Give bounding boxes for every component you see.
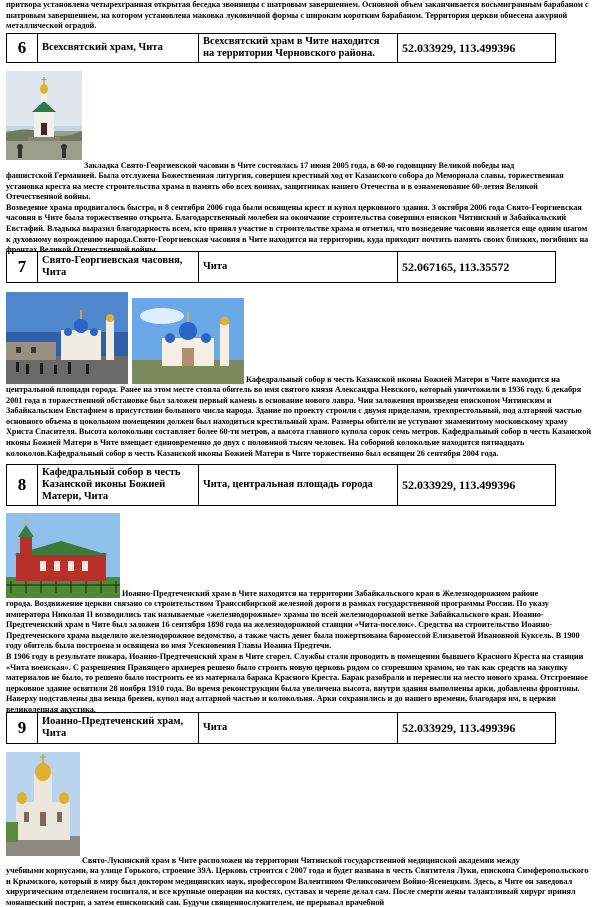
kazan-cathedral-photo-2 — [132, 298, 244, 384]
luka-lead: Свято-Лукинский храм в Чите расположен на территории Читинской государственной медицинской академии между — [82, 856, 520, 865]
table-row — [6, 33, 556, 63]
row-name: Кафедральный собор в честь Казанской иконы Божией Матери, Чита — [38, 465, 199, 506]
row-number: 9 — [7, 713, 38, 744]
luka-church-photo — [6, 752, 80, 856]
kazan-paragraph: центральной площади города. Ранее на этом месте стояла обитель во имя святого князя Александра Невского, который уничтожили в 1936 году. 6 декабря 2001 года в торжественной обстановке был заложен первый камень в основание нового лавра. Чин заложения произведен епископом Читинским и Забайкальским Евстафием в присутствии большого числа народа. Здание по проекту строили с двумя приделами, трехпрестольный, под алтарной частью основного объема в цокольном помещении должен был находиться крестильный храм. Размеры обители не уступают знаменитому московскому храму Христа Спасителя. Высота колокольни составляет более 60-ти метров, а высота главного купола сорок семь метров. Кафедральный собор в честь Казанской иконы Божией Матери в Чите вмещает единовременно до двух с половиной тысяч человек. На соборной колокольне находится пятнадцать колоколов.Кафедральный собор в честь Казанской иконы Божией Матери в Чите торжественно был освящен 26 сентября 2004 года. — [6, 385, 592, 458]
luka-paragraph: учебными корпусами, на улице Горького, строение 39А. Церковь строится с 2007 года и будет названа в честь Святителя Луки, епископа Симферопольского и Крымского, который в миру был доктором медицинских наук, профессором Валентином Феликсовичем Войно-Ясенецким. Здесь, в Чите он заведовал хирургическим отделением госпиталя, и все крупные операции на костях, суставах и черепе делал сам. После смерти жены талантливый хирург принял монашеский постриг, а затем епископский сан. Будучи священнослужителем, не прерывал врачебной — [6, 866, 589, 907]
ioann-paragraph: города. Воздвижение церкви связано со строительством Транссибирской железной дороги в рамках государственной программы России. По указу императора Николая II возводились так называемые «железнодорожные» храмы по всей железнодорожной ветке Забайкальского края. Иоанно-Предтеченский храм в Чите был заложен 16 сентября 1898 года на железнодорожной станции «Чита-поселок». Средства на строительство Иоанно-Предтеченского храма выделило железнодорожное ведомство, а также часть денег была пожертвована баронессой Елизаветой Ивановной Куксель. В 1900 году обитель была построена и освящена во имя Усекновения Главы Иоанна Предтечи. В 1906 году в результате пожара, Иоанно-Предтеченский храм в Чите сгорел. Службы стали проводить в помещении бывшего Красного Креста на станции «Чита военская». С разрешения Правящего архиерея решено было строить новую церковь рядом со сгоревшим храмом, но так как средств на закупку материалов не было, то решено было построить ее из материала барака Красного Креста. Барак разобрали и перенесли на место нового храма. Отстроенное церковное здание освятили 28 ноября 1910 года. Во время реконструкции была увеличена высота, внутри здания выполнены арки, добавлены фронтоны. Наверху подставлены два венца бревен, купол над алтарной частью и колокольня. Арки сохранились и до нашего времени, благодаря им, в церкви великолепная акустика. — [6, 599, 588, 714]
table-row — [6, 251, 556, 283]
table-row — [6, 712, 556, 744]
row-name: Всехсвятский храм, Чита — [38, 34, 199, 63]
georgievskaya-chapel-photo — [6, 71, 82, 160]
row-number: 8 — [7, 465, 38, 506]
ioann-lead: Иоанно-Предтеченский храм в Чите находится на территории Забайкальского края в Железнодорожном районе — [122, 589, 539, 598]
georgievskaya-paragraph: фашистской Германией. Была отслужена Божественная литургия, совершен крестный ход от Казанского собора до Мемориала славы, торжественная установка креста на месте строительства храма в память обо всех воинах, защитниках нашего Отечества и в ознаменование 60-летия Великой Отечественной войны. Возведение храма продвигалось быстро, и 8 сентября 2006 года были освящены крест и купол церковного здания. 3 октября 2006 года Свято-Георгиевская часовня в Чите была торжественно открыта. Благодарственный молебен на окончание строительства совершил епископ Читинский и Забайкальский Евстафий. Владыка выразил благодарность всем, кто принял участие в строительстве храма и отметил, что возведение часовни является еще одним шагом к духовному возрождению народа.Свято-Георгиевская часовня в Чите находится на территории, куда приходят почтить память своих близких, погибших на фронтах Великой Отечественной войны. — [6, 171, 589, 255]
row-number: 6 — [7, 34, 38, 63]
row-coords: 52.033929, 113.499396 — [398, 713, 556, 744]
row-coords: 52.067165, 113.35572 — [398, 252, 556, 283]
ioann-church-photo — [6, 513, 120, 598]
kazan-lead: Кафедральный собор в честь Казанской иконы Божией Матери в Чите находится на — [246, 375, 560, 384]
top-paragraph: притвора установлена четырехгранная открытая беседка звонницы с шатровым завершением. Основной объем заканчивается восьмигранным барабаном с шатровым завершением, на котором установлена маковка луковичной формы с широким коротким барабаном. Территория церкви обнесена ажурной металлической оградой. — [6, 0, 589, 31]
row-coords: 52.033929, 113.499396 — [398, 34, 556, 63]
georgievskaya-lead: Закладка Свято-Георгиевской часовни в Чите состоялась 17 июня 2005 года, в 60-ю годовщину Великой победы над — [84, 161, 515, 170]
row-name: Свято-Георгиевская часовня, Чита — [38, 252, 199, 283]
kazan-cathedral-photo-1 — [6, 292, 128, 384]
row-location: Всехсвятский храм в Чите находится на территории Черновского района. — [199, 34, 398, 63]
table-row — [6, 464, 556, 506]
row-location: Чита, центральная площадь города — [199, 465, 398, 506]
row-location: Чита — [199, 252, 398, 283]
row-location: Чита — [199, 713, 398, 744]
row-coords: 52.033929, 113.499396 — [398, 465, 556, 506]
row-number: 7 — [7, 252, 38, 283]
row-name: Иоанно-Предтеченский храм, Чита — [38, 713, 199, 744]
